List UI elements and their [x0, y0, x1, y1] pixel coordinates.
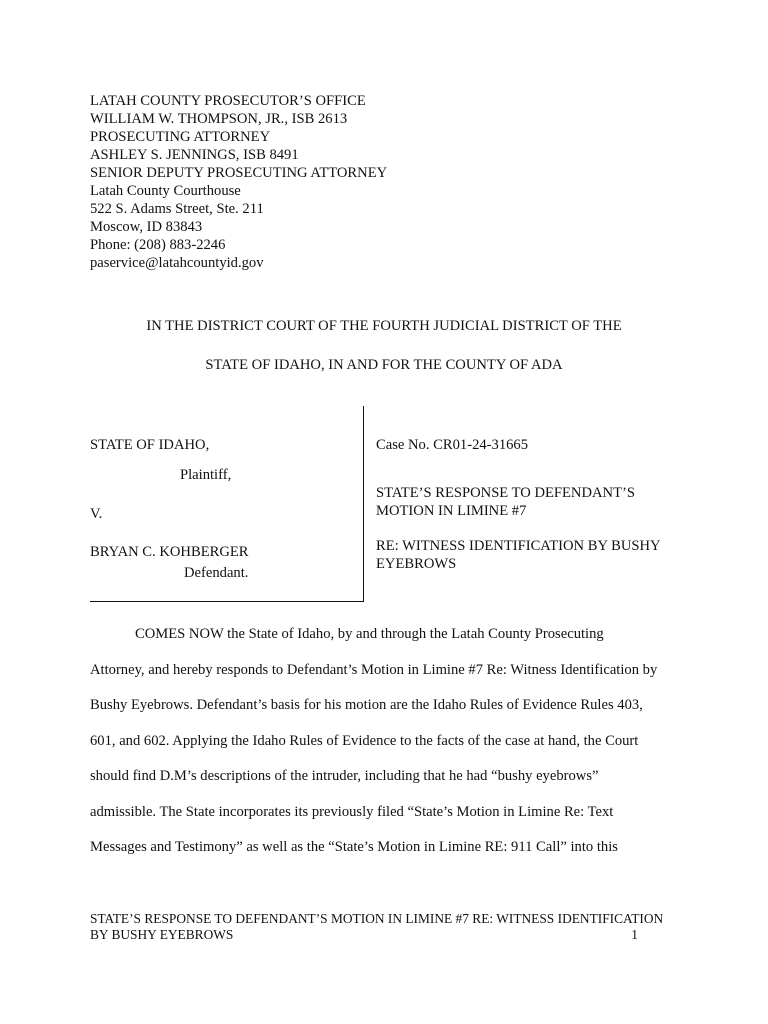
plaintiff-role: Plaintiff, [180, 467, 232, 483]
document-title [376, 484, 635, 520]
header-line: LATAH COUNTY PROSECUTOR’S OFFICE [90, 93, 366, 109]
defendant-name: BRYAN C. KOHBERGER [90, 544, 249, 560]
header-email: paservice@latahcountyid.gov [90, 255, 264, 271]
versus-label: V. [90, 506, 103, 522]
page-number: 1 [631, 927, 638, 942]
header-line: SENIOR DEPUTY PROSECUTING ATTORNEY [90, 165, 388, 181]
header-line: 522 S. Adams Street, Ste. 211 [90, 201, 264, 217]
court-title-line-1: IN THE DISTRICT COURT OF THE FOURTH JUDICIAL DISTRICT OF THE [146, 318, 622, 334]
body-line: admissible. The State incorporates its previously filed “State’s Motion in Limine Re: Text [90, 803, 614, 820]
footer-title-line-2: BY BUSHY EYEBROWS [90, 927, 234, 942]
caption-vertical-divider [363, 406, 364, 602]
document-title-line: STATE’S RESPONSE TO DEFENDANT’S [376, 485, 635, 501]
document-subject-line: RE: WITNESS IDENTIFICATION BY BUSHY [376, 538, 661, 554]
header-line: Phone: (208) 883-2246 [90, 237, 226, 253]
header-line: Latah County Courthouse [90, 183, 241, 199]
page-footer [90, 911, 664, 943]
body-line: should find D.M’s descriptions of the intruder, including that he had “bushy eyebrows” [90, 768, 599, 784]
footer-title-line-1: STATE’S RESPONSE TO DEFENDANT’S MOTION IN LIMINE #7 RE: WITNESS IDENTIFICATION [90, 911, 664, 926]
attorney-header [90, 92, 387, 272]
header-line: WILLIAM W. THOMPSON, JR., ISB 2613 [90, 111, 348, 127]
body-line: Attorney, and hereby responds to Defendant’s Motion in Limine #7 Re: Witness Identification by [90, 661, 658, 678]
header-line: Moscow, ID 83843 [90, 219, 203, 235]
document-subject-line: EYEBROWS [376, 556, 457, 572]
header-line: ASHLEY S. JENNINGS, ISB 8491 [90, 147, 299, 163]
court-title-line-2: STATE OF IDAHO, IN AND FOR THE COUNTY OF ADA [205, 357, 563, 373]
document-subject [376, 537, 661, 573]
body-line: Bushy Eyebrows. Defendant’s basis for his motion are the Idaho Rules of Evidence Rules 403, [90, 697, 643, 713]
caption-horizontal-divider [90, 601, 364, 602]
plaintiff-name: STATE OF IDAHO, [90, 437, 210, 453]
body-line: Messages and Testimony” as well as the “State’s Motion in Limine RE: 911 Call” into this [90, 839, 618, 855]
case-number: Case No. CR01-24-31665 [376, 437, 529, 453]
body-line: COMES NOW the State of Idaho, by and through the Latah County Prosecuting [135, 626, 604, 642]
header-line: PROSECUTING ATTORNEY [90, 129, 271, 145]
document-title-line: MOTION IN LIMINE #7 [376, 503, 527, 519]
body-paragraph [90, 617, 690, 866]
defendant-role: Defendant. [184, 565, 249, 581]
body-line: 601, and 602. Applying the Idaho Rules of Evidence to the facts of the case at hand, the Court [90, 732, 639, 749]
